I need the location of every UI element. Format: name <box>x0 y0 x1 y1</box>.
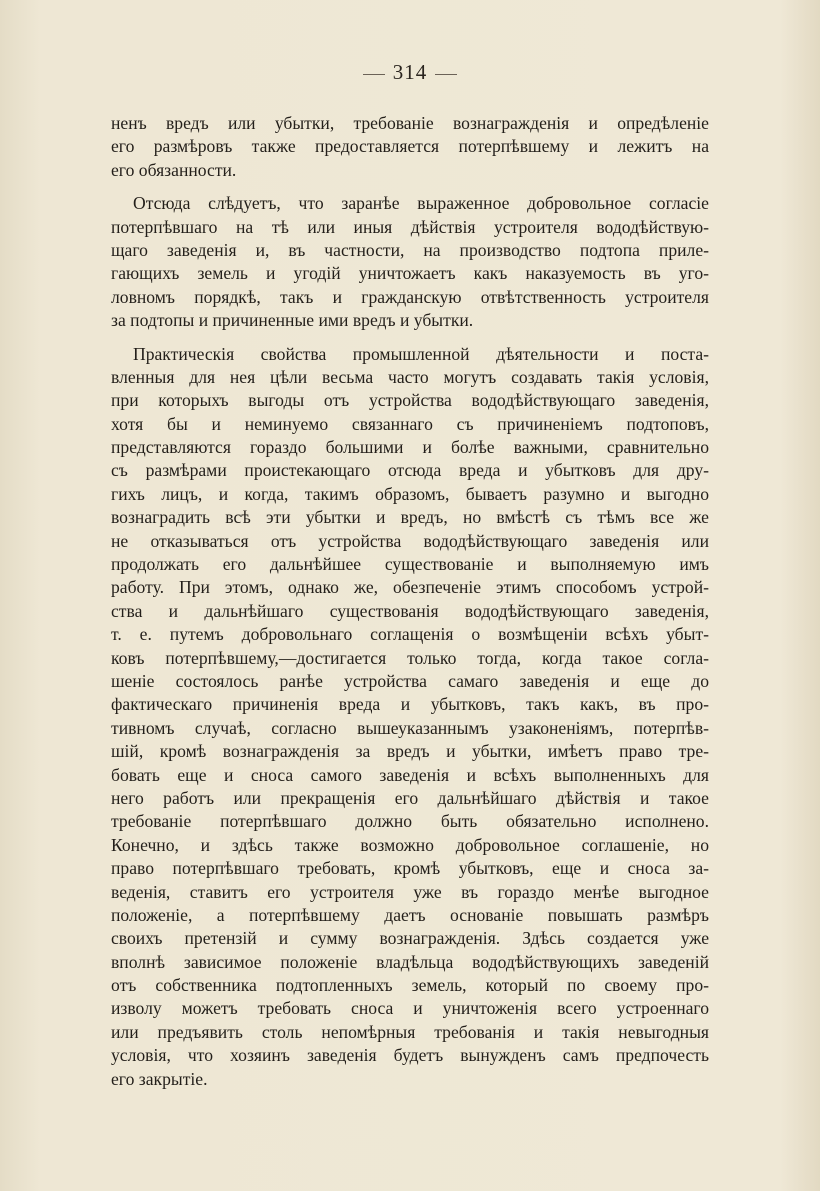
text-line: Отсюда слѣдуетъ, что заранѣе выраженное добровольное согласіе <box>133 193 709 214</box>
text-line: требованіе потерпѣвшаго должно быть обязательно исполнено. <box>111 811 709 832</box>
text-line: тивномъ случаѣ, согласно вышеуказаннымъ узаконеніямъ, потерпѣв- <box>111 717 709 738</box>
text-line: него работъ или прекращенія его дальнѣйшаго дѣйствія и такое <box>111 787 709 808</box>
text-line: ловномъ порядкѣ, такъ и гражданскую отвѣтственность устроителя <box>111 286 709 307</box>
text-line: вознаградить всѣ эти убытки и вредъ, но вмѣстѣ съ тѣмъ все же <box>111 507 709 528</box>
text-line: шій, кромѣ вознагражденія за вредъ и убытки, имѣетъ право тре- <box>111 741 709 762</box>
text-line: изволу можетъ требовать сноса и уничтоженія всего устроеннаго <box>111 998 709 1019</box>
text-line: бовать еще и сноса самого заведенія и всѣхъ выполненныхъ для <box>111 764 709 785</box>
right-dash <box>435 74 457 75</box>
text-line: съ размѣрами проистекающаго отсюда вреда и убытковъ для дру- <box>111 460 709 481</box>
text-line: ковъ потерпѣвшему,—достигается только тогда, когда такое согла- <box>111 647 709 668</box>
text-line: фактическаго причиненія вреда и убытковъ, такъ какъ, въ про- <box>111 694 709 715</box>
text-line: его закрытіе. <box>111 1068 208 1089</box>
body-text <box>111 112 709 1101</box>
text-line: своихъ претензій и сумму вознагражденія. Здѣсь создается уже <box>111 928 709 949</box>
text-line: веденія, ставитъ его устроителя уже въ гораздо менѣе выгодное <box>111 881 709 902</box>
text-line: потерпѣвшаго на тѣ или иныя дѣйствія устроителя вододѣйствую- <box>111 216 709 237</box>
left-dash <box>363 74 385 75</box>
text-line: работу. При этомъ, однако же, обезпеченіе этимъ способомъ устрой- <box>111 577 709 598</box>
text-line: ненъ вредъ или убытки, требованіе вознагражденія и опредѣленіе <box>111 113 709 133</box>
text-line: не отказываться отъ устройства вододѣйствующаго заведенія или <box>111 530 709 551</box>
text-line: условія, что хозяинъ заведенія будетъ вынужденъ самъ предпочесть <box>111 1045 709 1066</box>
text-line: при которыхъ выгоды отъ устройства вододѣйствующаго заведенія, <box>111 390 709 411</box>
text-line: его размѣровъ также предоставляется потерпѣвшему и лежитъ на <box>111 136 709 157</box>
paragraph-1 <box>111 112 709 182</box>
text-line: положеніе, а потерпѣвшему даетъ основаніе повышать размѣръ <box>111 904 709 925</box>
text-line: право потерпѣвшаго требовать, кромѣ убытковъ, еще и сноса за- <box>111 858 709 879</box>
text-line: гихъ лицъ, и когда, такимъ образомъ, бываетъ разумно и выгодно <box>111 483 709 504</box>
text-line: за подтопы и причиненные ими вредъ и убытки. <box>111 310 474 331</box>
text-line: отъ собственника подтопленныхъ земель, который по своему про- <box>111 975 709 996</box>
text-line: его обязанности. <box>111 159 237 180</box>
text-line: вполнѣ зависимое положеніе владѣльца вододѣйствующихъ заведеній <box>111 951 709 972</box>
paragraph-2 <box>111 192 709 332</box>
text-line: гающихъ земель и угодій уничтожаетъ какъ наказуемость въ уго- <box>111 263 709 284</box>
text-line: продолжать его дальнѣйшее существованіе и выполняемую имъ <box>111 554 709 575</box>
text-line: вленныя для нея цѣли весьма часто могутъ создавать такія условія, <box>111 366 709 387</box>
text-line: хотя бы и неминуемо связаннаго съ причиненіемъ подтоповъ, <box>111 413 709 434</box>
paragraph-3 <box>111 343 709 1092</box>
page-number: 314 <box>392 60 428 84</box>
text-line: т. е. путемъ добровольнаго соглащенія о возмѣщеніи всѣхъ убыт- <box>111 624 709 645</box>
text-line: Практическія свойства промышленной дѣятельности и поста- <box>133 343 709 364</box>
page-number-header <box>0 60 820 85</box>
text-line: Конечно, и здѣсь также возможно добровольное соглашеніе, но <box>111 834 709 855</box>
text-line: шеніе состоялось ранѣе устройства самаго заведенія и еще до <box>111 670 709 691</box>
text-line: или предъявить столь непомѣрныя требованія и такія невыгодныя <box>111 1021 709 1042</box>
text-line: щаго заведенія и, въ частности, на производство подтопа приле- <box>111 239 709 260</box>
text-line: представляются гораздо большими и болѣе важными, сравнительно <box>111 437 709 458</box>
text-line: ства и дальнѣйшаго существованія вододѣйствующаго заведенія, <box>111 600 709 621</box>
